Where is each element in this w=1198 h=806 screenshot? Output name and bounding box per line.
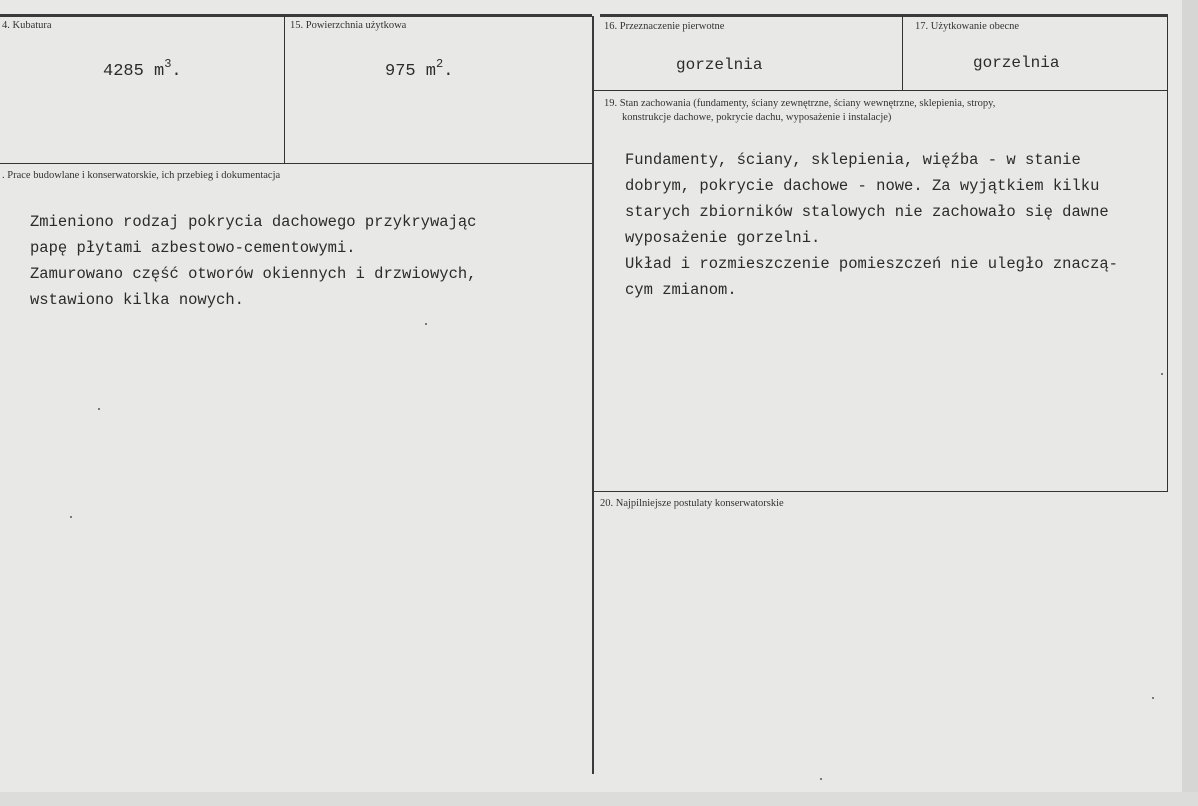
top-rule-left <box>0 14 592 17</box>
field-19-line-4: wyposażenie gorzelni. <box>625 229 821 247</box>
field-14-value <box>103 57 182 81</box>
field-16-label: 16. Przeznaczenie pierwotne <box>604 21 725 32</box>
field-19-label-line-1: 19. Stan zachowania (fundamenty, ściany zewnętrzne, ściany wewnętrzne, sklepienia, stropy, <box>604 98 996 109</box>
field-15-period: . <box>443 62 454 81</box>
field-20-label: 20. Najpilniejsze postulaty konserwatorskie <box>600 498 784 509</box>
field-18-line-1: Zmieniono rodzaj pokrycia dachowego przykrywając <box>30 213 477 231</box>
field-18-line-4: wstawiono kilka nowych. <box>30 291 244 309</box>
scan-speck <box>98 408 100 410</box>
field-19-line-1: Fundamenty, ściany, sklepienia, więźba - w stanie <box>625 151 1081 169</box>
scan-speck <box>1161 373 1163 375</box>
divider-16-17 <box>902 16 903 90</box>
divider-14-15 <box>284 16 285 164</box>
field-18-line-2: papę płytami azbestowo-cementowymi. <box>30 239 356 257</box>
field-18-line-3: Zamurowano część otworów okiennych i drzwiowych, <box>30 265 477 283</box>
field-15-label: 15. Powierzchnia użytkowa <box>290 20 407 31</box>
field-17-label: 17. Użytkowanie obecne <box>915 21 1020 32</box>
paper-edge-right <box>1182 0 1198 806</box>
scan-speck <box>425 323 427 325</box>
right-border <box>1167 16 1168 492</box>
rule-under-19 <box>594 491 1168 492</box>
field-19-label-line-2: konstrukcje dachowe, pokrycie dachu, wyposażenie i instalacje) <box>622 112 892 123</box>
field-18-label: . Prace budowlane i konserwatorskie, ich przebieg i dokumentacja <box>2 170 281 181</box>
field-14-number: 4285 m <box>103 62 165 81</box>
scan-speck <box>1152 697 1154 699</box>
center-divider <box>592 16 594 774</box>
scan-speck <box>70 516 72 518</box>
field-19-line-6: cym zmianom. <box>625 281 737 299</box>
field-15-exponent: 2 <box>436 57 444 71</box>
field-19-line-2: dobrym, pokrycie dachowe - nowe. Za wyjątkiem kilku <box>625 177 1100 195</box>
field-14-period: . <box>171 62 182 81</box>
top-rule-right <box>600 14 1168 17</box>
field-19-line-3: starych zbiorników stalowych nie zachowało się dawne <box>625 203 1109 221</box>
field-17-value: gorzelnia <box>973 54 1060 72</box>
rule-under-14-15 <box>0 163 592 164</box>
field-15-value <box>385 57 453 81</box>
rule-under-16-17 <box>594 90 1168 91</box>
field-14-label: 4. Kubatura <box>2 20 52 31</box>
scan-speck <box>820 778 822 780</box>
field-19-line-5: Układ i rozmieszczenie pomieszczeń nie uległo znaczą- <box>625 255 1118 273</box>
field-14-exponent: 3 <box>164 57 172 71</box>
field-16-value: gorzelnia <box>676 56 763 74</box>
field-15-number: 975 m <box>385 62 437 81</box>
paper-edge-bottom <box>0 792 1198 806</box>
